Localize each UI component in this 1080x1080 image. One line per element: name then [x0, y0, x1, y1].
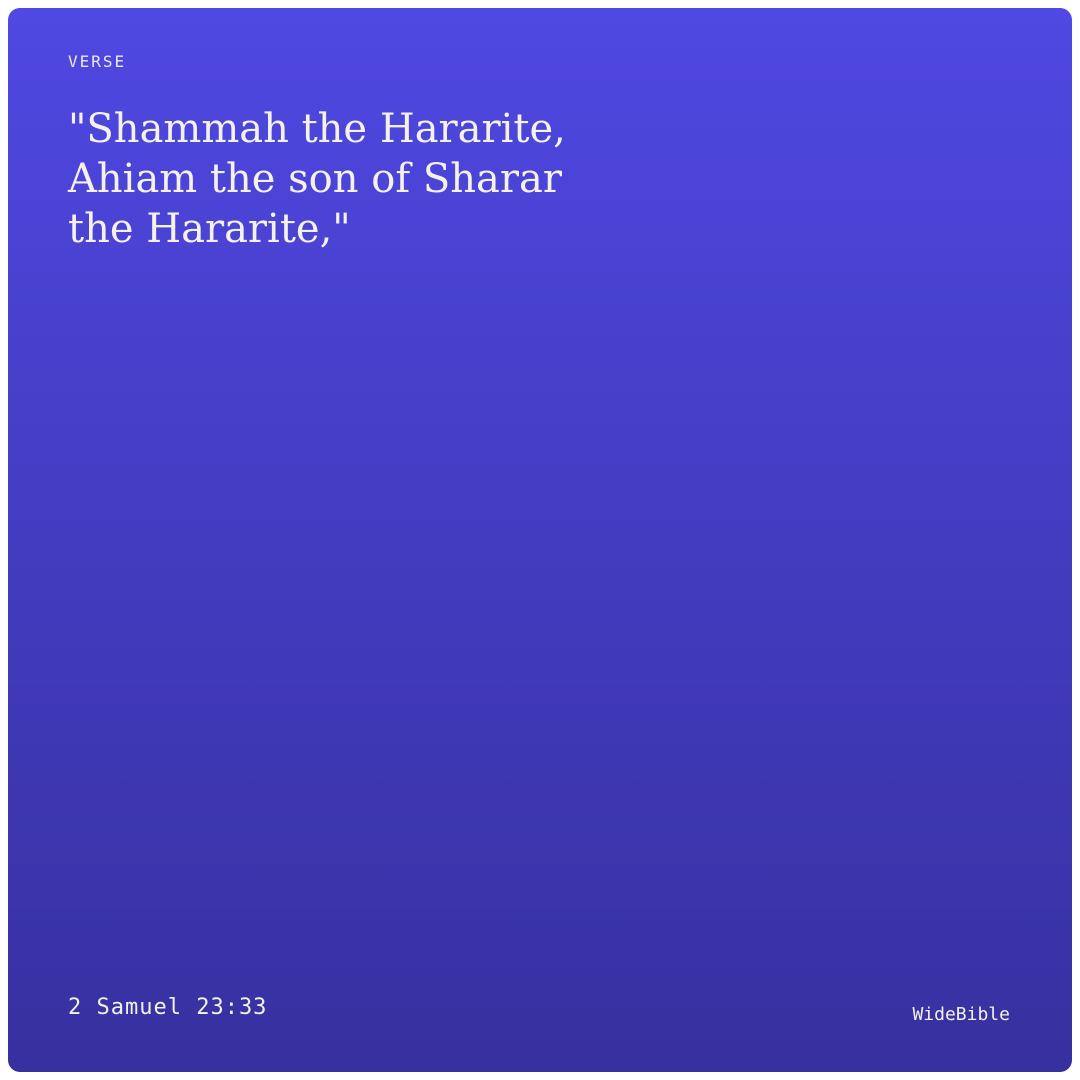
verse-line: "Shammah the Hararite, — [68, 106, 566, 152]
watermark-brand: WideBible — [912, 1004, 1010, 1025]
verse-text — [68, 104, 628, 254]
verse-line: the Hararite," — [68, 206, 351, 252]
verse-line: Ahiam the son of Sharar — [68, 156, 562, 202]
verse-reference: 2 Samuel 23:33 — [68, 995, 268, 1020]
verse-card — [8, 8, 1072, 1072]
verse-eyebrow-label: VERSE — [68, 52, 127, 71]
